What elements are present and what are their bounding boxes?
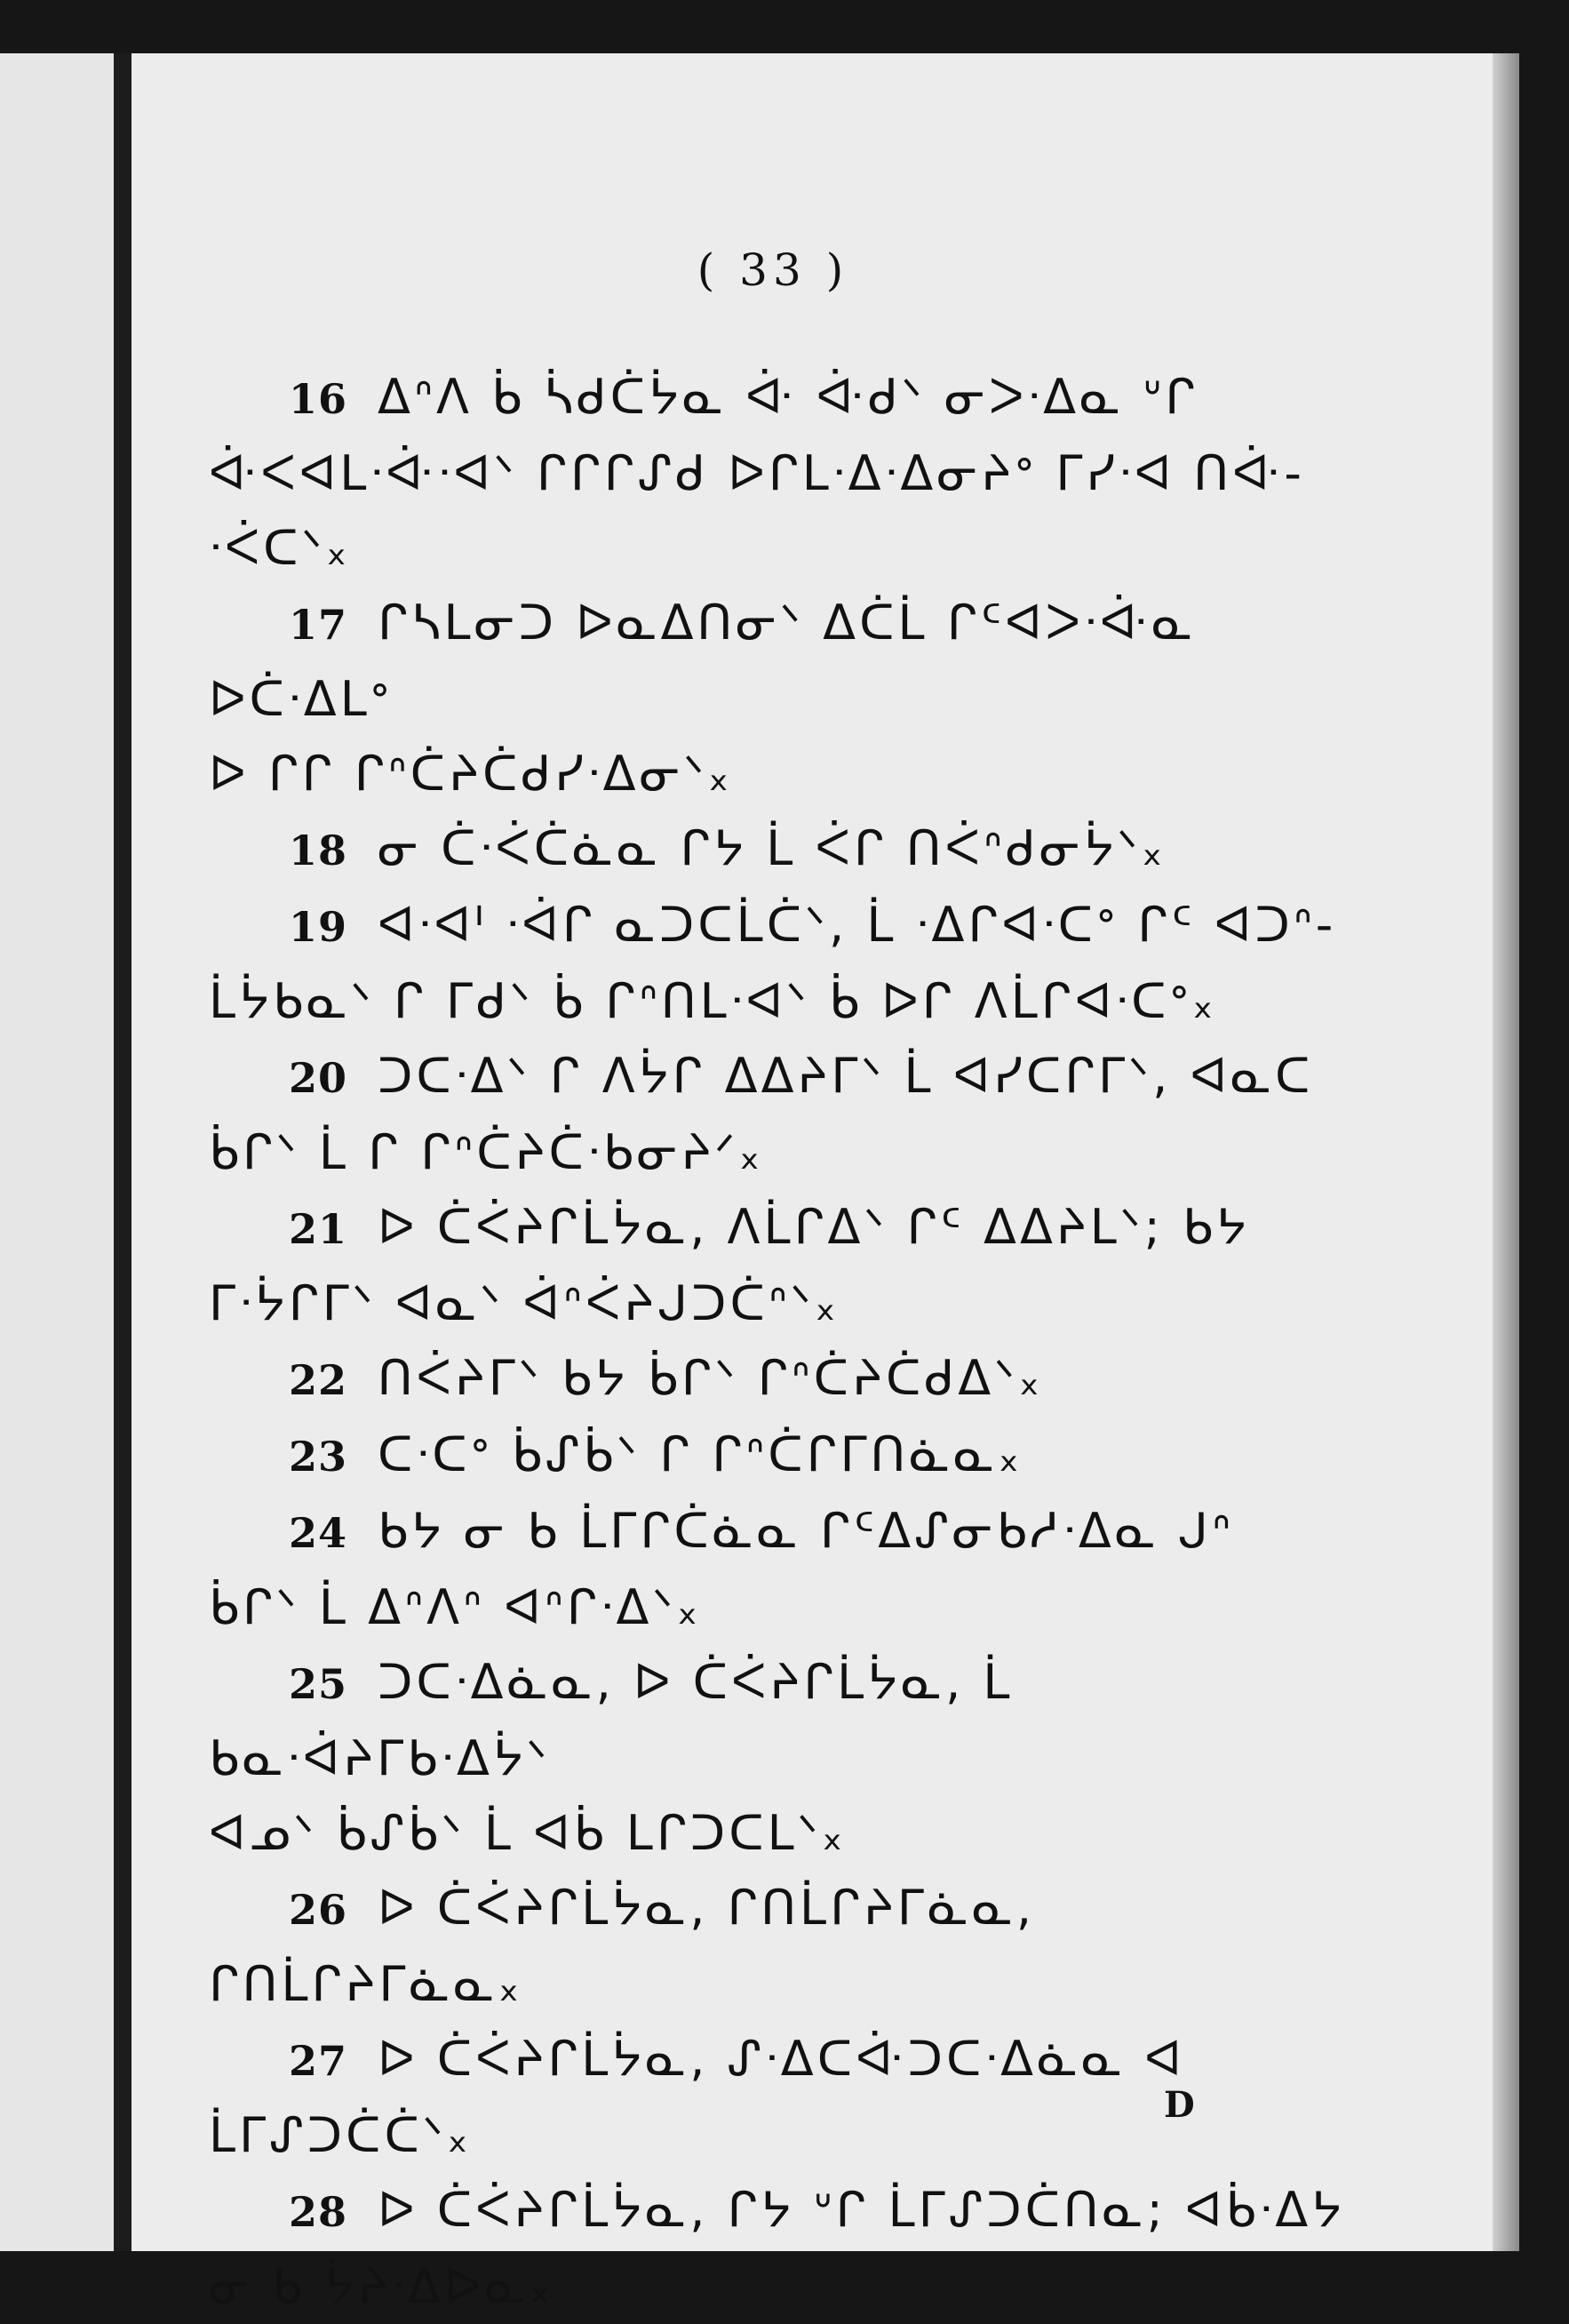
verse-text: ᑐᑕᐧᐃᓈᓇ, ᐅ ᑖᐹᔨᒋᒫᔮᓇ, ᒫ ᑲᓇᐧᐋᔨᒥᑲᐧᐃᔮᐠ: [209, 1654, 1014, 1786]
verse-text: ᑳᒋᐠ ᒫ ᐃᐢᐱᐢ ᐊᐢᒋᐧᐃᐠₓ: [209, 1579, 702, 1635]
verse-23: [209, 1418, 1364, 1494]
verse-28: [209, 2173, 1364, 2324]
verse-text: ᑕᐧᑕᐤ ᑳᔑᑳᐠ ᒋ ᒋᐢᑖᒋᒥᑎᓈᓇₓ: [378, 1426, 1023, 1482]
verse-list: [209, 360, 1364, 2324]
verse-text: ᓂ ᑲ ᔮᔨᐧᐃᐅᓇₓ: [209, 2258, 554, 2314]
verse-text: ᑳᒋᐠ ᒫ ᒋ ᒋᐢᑖᔨᑖᐧᑲᓂᔨᐟₓ: [209, 1124, 764, 1180]
verse-24: [209, 1494, 1364, 1645]
book-gutter: [114, 53, 131, 2251]
verse-text: ᐅ ᑖᐹᔨᒋᒫᔮᓇ, ᔑᐧᐃᑕᐚᑐᑕᐧᐃᓈᓇ ᐊ ᒫᒥᔑᑐᑖᑖᐠₓ: [209, 2031, 1185, 2163]
verse-number: 27: [289, 2037, 348, 2085]
verse-text: ᑐᑕᐧᐃᐠ ᒋ ᐱᔮᒋ ᐃᐃᔨᒥᐠ ᒫ ᐊᓯᑕᒋᒥᐠ, ᐊᓇᑕ: [378, 1048, 1314, 1104]
verse-19: [209, 888, 1364, 1039]
verse-17: [209, 586, 1364, 811]
page-number: ( 33 ): [697, 244, 849, 296]
verse-text: ᑎᐹᔨᒥᐠ ᑲᔭ ᑳᒋᐠ ᒋᐢᑖᔨᑖᑯᐃᐠₓ: [378, 1350, 1044, 1406]
verse-25: [209, 1645, 1364, 1871]
verse-text: ᐅ ᒋᒋ ᒋᐢᑖᔨᑖᑯᓯᐧᐃᓂᐠₓ: [209, 746, 733, 802]
verse-text: ᒫᔮᑲᓇᐠ ᒋ ᒥᑯᐠ ᑳ ᒋᐢᑎᒪᐧᐊᐠ ᑳ ᐅᒋ ᐱᒫᒋᐊᐧᑕᐤₓ: [209, 973, 1217, 1029]
verse-number: 24: [289, 1509, 348, 1557]
verse-text: ᐊᐧᐊᑊ ᐧᐋᒋ ᓇᑐᑕᒫᑖᐠ, ᒫ ᐧᐃᒋᐊᐧᑕᐤ ᒋᑦ ᐊᑐᐢ-: [378, 897, 1337, 953]
verse-22: [209, 1341, 1364, 1418]
verse-number: 18: [289, 827, 348, 874]
verse-text: ᐚᐸᐊᒪᐧᐚᐧᐊᐠ ᒋᒋᒋᔑᑯ ᐅᒋᒪᐧᐃᐧᐃᓂᔨᐤ ᒥᓯᐧᐊ ᑎᐚ-: [209, 445, 1305, 501]
verse-18: [209, 811, 1364, 888]
verse-number: 25: [289, 1660, 348, 1708]
verse-20: [209, 1039, 1364, 1190]
verse-26: [209, 1871, 1364, 2022]
verse-text: ᐊᓄᐠ ᑳᔑᑳᐠ ᒫ ᐊᑳ ᒪᒋᑐᑕᒪᐠₓ: [209, 1805, 847, 1861]
verse-16: [209, 360, 1364, 586]
signature-mark: D: [1164, 2084, 1195, 2126]
verse-number: 17: [289, 601, 348, 649]
verse-text: ᐅ ᑖᐹᔨᒋᒫᔮᓇ, ᒋᔭ ᐡᒋ ᒫᒥᔑᑐᑖᑎᓇ; ᐊᑳᐧᐃᔭ: [378, 2182, 1346, 2238]
verse-number: 28: [289, 2188, 348, 2236]
verse-number: 26: [289, 1886, 348, 1934]
verse-text: ᒋᓴᒪᓂᑐ ᐅᓇᐃᑎᓂᐠ ᐃᑖᒫ ᒋᑦᐊᐳᐧᐚᓇ ᐅᑖᐧᐃᒪᐤ: [209, 595, 1197, 727]
verse-text: ᒥᐧᔮᒋᒥᐠ ᐊᓇᐠ ᐋᐢᐹᔨᒍᑐᑖᐢᐠₓ: [209, 1275, 840, 1331]
verse-text: ᓂ ᑖᐧᐹᑖᓈᓇ ᒋᔭ ᒫ ᐹᒋ ᑎᐹᐢᑯᓂᔮᐠₓ: [378, 820, 1167, 876]
verse-number: 16: [289, 375, 348, 423]
page-edge-shadow: [1493, 53, 1519, 2251]
verse-text: ᐧᐹᑕᐠₓ: [209, 520, 351, 576]
verse-number: 22: [289, 1356, 348, 1404]
verse-number: 19: [289, 903, 348, 951]
verse-number: 23: [289, 1433, 348, 1481]
previous-page-edge: [0, 53, 114, 2251]
verse-text: ᐃᐢᐱ ᑳ ᓵᑯᑖᔮᓇ ᐚ ᐚᑯᐠ ᓂᐳᐧᐃᓇ ᐡᒋ: [378, 369, 1199, 425]
verse-text: ᑲᔭ ᓂ ᑲ ᒫᒥᒋᑖᓈᓇ ᒋᑦᐃᔑᓂᑲᓱᐧᐃᓇ ᒍᐢ: [378, 1503, 1234, 1559]
verse-21: [209, 1190, 1364, 1341]
verse-number: 21: [289, 1205, 348, 1253]
verse-number: 20: [289, 1054, 348, 1102]
verse-text: ᐅ ᑖᐹᔨᒋᒫᔮᓇ, ᐱᒫᒋᐃᐠ ᒋᑦ ᐃᐃᔨᒪᐠ; ᑲᔭ: [378, 1199, 1250, 1255]
verse-text: ᐅ ᑖᐹᔨᒋᒫᔮᓇ, ᒋᑎᒫᒋᔨᒥᓈᓇ, ᒋᑎᒫᒋᔨᒥᓈᓇₓ: [209, 1880, 1036, 2012]
